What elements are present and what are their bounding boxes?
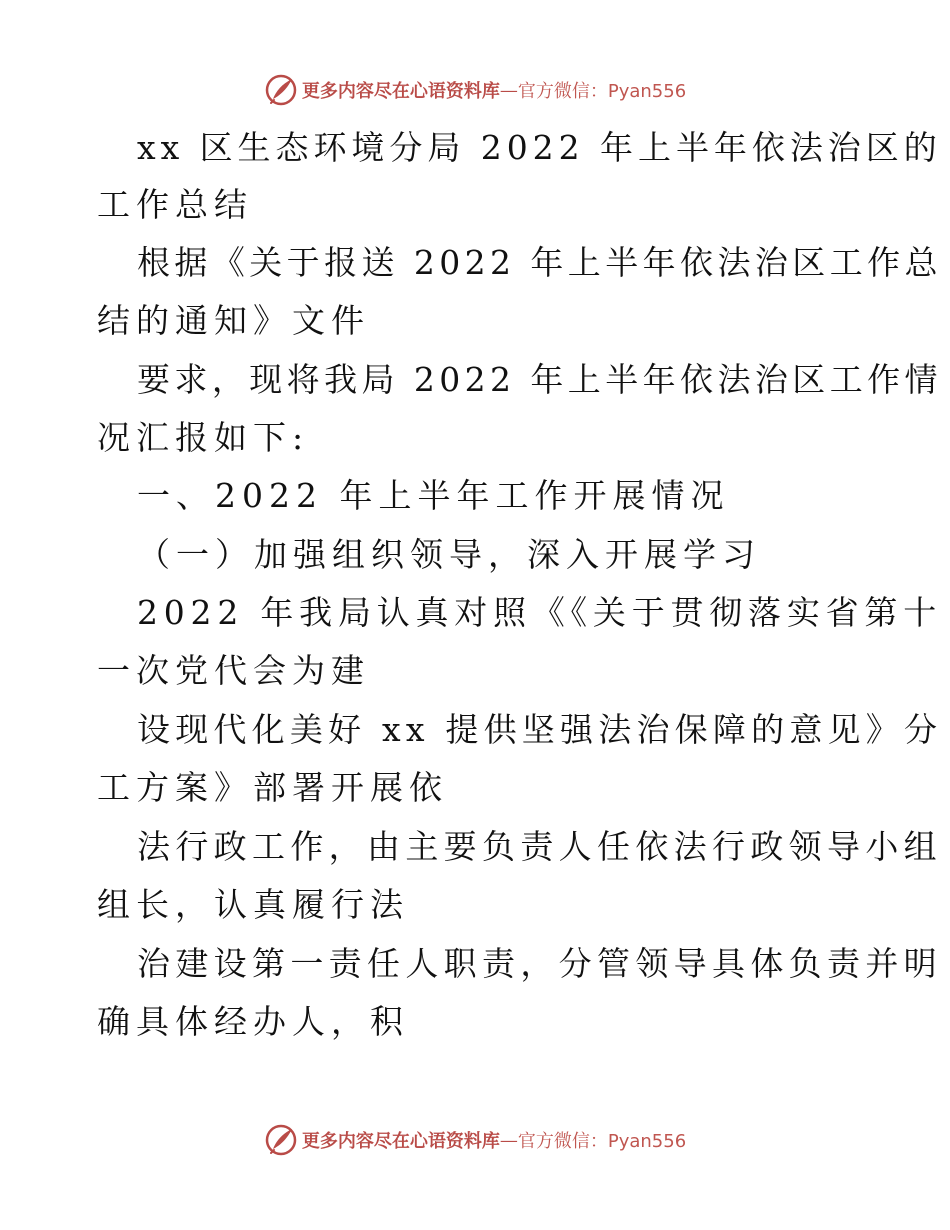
watermark-wechat-text: 官方微信：Pyan556	[517, 81, 687, 102]
doc-line: 法行政工作，由主要负责人任依法行政领导小组	[137, 827, 942, 866]
doc-line: 确具体经办人，积	[97, 1002, 409, 1041]
doc-line: 结的通知》文件	[97, 301, 370, 340]
watermark-separator: —	[499, 1129, 518, 1151]
doc-line: 根据《关于报送 2022 年上半年依法治区工作总	[137, 243, 942, 282]
feather-pen-logo-icon	[264, 73, 298, 107]
watermark-separator: —	[499, 79, 518, 101]
watermark-wechat-text: 官方微信：Pyan556	[517, 1131, 687, 1152]
doc-line: 2022 年我局认真对照《《关于贯彻落实省第十	[137, 593, 942, 632]
doc-line: 工方案》部署开展依	[97, 768, 448, 807]
doc-line: 治建设第一责任人职责，分管领导具体负责并明	[137, 944, 942, 983]
footer-watermark	[0, 1122, 950, 1158]
feather-pen-logo-icon	[264, 1123, 298, 1157]
subsection-heading-1: （一）加强组织领导，深入开展学习	[137, 535, 761, 574]
doc-line: 组长，认真履行法	[97, 885, 409, 924]
doc-line: 要求，现将我局 2022 年上半年依法治区工作情	[137, 360, 942, 399]
watermark-site-text: 更多内容尽在心语资料库	[301, 81, 500, 102]
doc-title-line-2: 工作总结	[97, 185, 253, 224]
watermark-site-text: 更多内容尽在心语资料库	[301, 1131, 500, 1152]
header-watermark	[0, 72, 950, 108]
doc-line: 设现代化美好 xx 提供坚强法治保障的意见》分	[137, 710, 943, 749]
doc-line: 一次党代会为建	[97, 651, 370, 690]
doc-title-line-1: xx 区生态环境分局 2022 年上半年依法治区的	[137, 128, 942, 167]
doc-line: 况汇报如下:	[97, 418, 310, 457]
section-heading-1: 一、2022 年上半年工作开展情况	[137, 476, 730, 515]
